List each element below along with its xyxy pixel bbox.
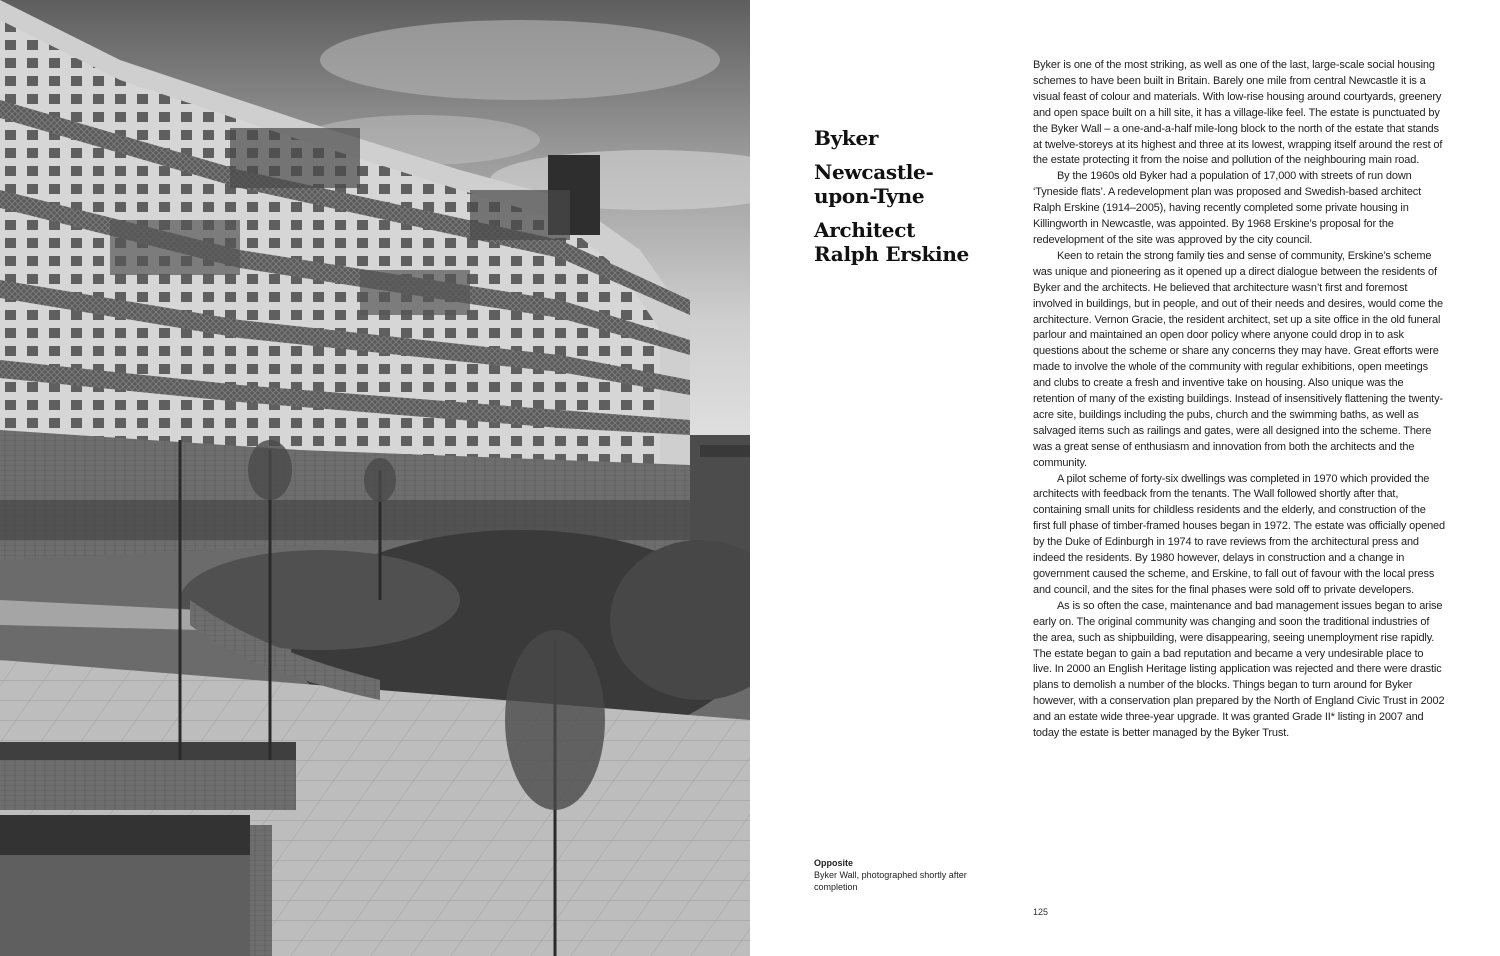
paragraph-5: As is so often the case, maintenance and bad management issues began to arise early on. The original community was changing and soon the traditional industries of the area, such as shipbuilding, were disappearing, seeing unemployment rise rapidly. The estate began to gain a bad reputation and became a very undesirable place to live. In 2000 an English Heritage listing application was rejected and there were drastic plans to demolish a number of the blocks. Things began to turn around for Byker however, with a conservation plan prepared by the North of England Civic Trust in 2002 and an estate wide three-year upgrade. It was granted Grade II* listing in 2007 and today the estate is better managed by the Byker Trust. — [1033, 599, 1445, 740]
article-body — [1033, 58, 1445, 742]
paragraph-3: Keen to retain the strong family ties and sense of community, Erskine’s scheme was unique and pioneering as it opened up a direct dialogue between the residents of Byker and the architects. He believed that architecture wasn’t first and foremost involved in buildings, but in people, and out of their needs and desires, would come the architecture. Vernon Gracie, the resident architect, set up a site office in the old funeral parlour and maintained an open door policy where anyone could drop in to ask questions about the scheme or share any concerns they may have. Great efforts were made to involve the whole of the community with regular exhibitions, open meetings and clubs to create a fresh and inventive take on housing. Also unique was the retention of many of the existing buildings. Instead of insensitively flattening the twenty-acre site, buildings including the pubs, church and the swimming baths, as well as salvaged items such as railings and gates, were all designed into the scheme. There was a great sense of enthusiasm and innovation from both the architects and the community. — [1033, 249, 1443, 469]
title-location: Newcastle- upon-Tyne — [814, 160, 934, 208]
paragraph-4: A pilot scheme of forty-six dwellings was completed in 1970 which provided the architects with feedback from the tenants. The Wall followed shortly after that, containing small units for childless residents and the elderly, and construction of the first full phase of timber-framed houses began in 1972. The estate was officially opened by the Duke of Edinburgh in 1974 to rave reviews from the architectural press and indeed the residents. By 1980 however, delays in construction and a change in government caused the scheme, and Erskine, to fall out of favour with the local press and council, and the sites for the final phases were sold off to private developers. — [1033, 472, 1445, 596]
paragraph-1: Byker is one of the most striking, as well as one of the last, large-scale social housing schemes to have been built in Britain. Barely one mile from central Newcastle it is a visual feast of colour and materials. With low-rise housing around courtyards, greenery and open space built on a hill site, it has a village-like feel. The estate is punctuated by the Byker Wall – a one-and-a-half mile-long block to the north of the estate that stands at twelve-storeys at its highest and three at its lowest, wrapping itself around the rest of the estate protecting it from the noise and pollution of the neighbouring main road. — [1033, 59, 1443, 167]
chapter-title-block — [814, 126, 994, 276]
caption-text: Byker Wall, photographed shortly after completion — [814, 870, 967, 892]
paragraph-2: By the 1960s old Byker had a population of 17,000 with streets of run down ‘Tyneside flats’. A redevelopment plan was proposed and Swedish-based architect Ralph Erskine (1914–2005), having recently completed some private housing in Killingworth in Newcastle, was appointed. By 1968 Erskine’s proposal for the redevelopment of the site was approved by the city council. — [1033, 170, 1422, 246]
title-byker: Byker — [814, 126, 879, 150]
caption-heading: Opposite — [814, 858, 854, 868]
photo-caption — [814, 857, 974, 893]
page-number: 125 — [1033, 907, 1049, 917]
title-architect: Architect Ralph Erskine — [814, 218, 969, 266]
